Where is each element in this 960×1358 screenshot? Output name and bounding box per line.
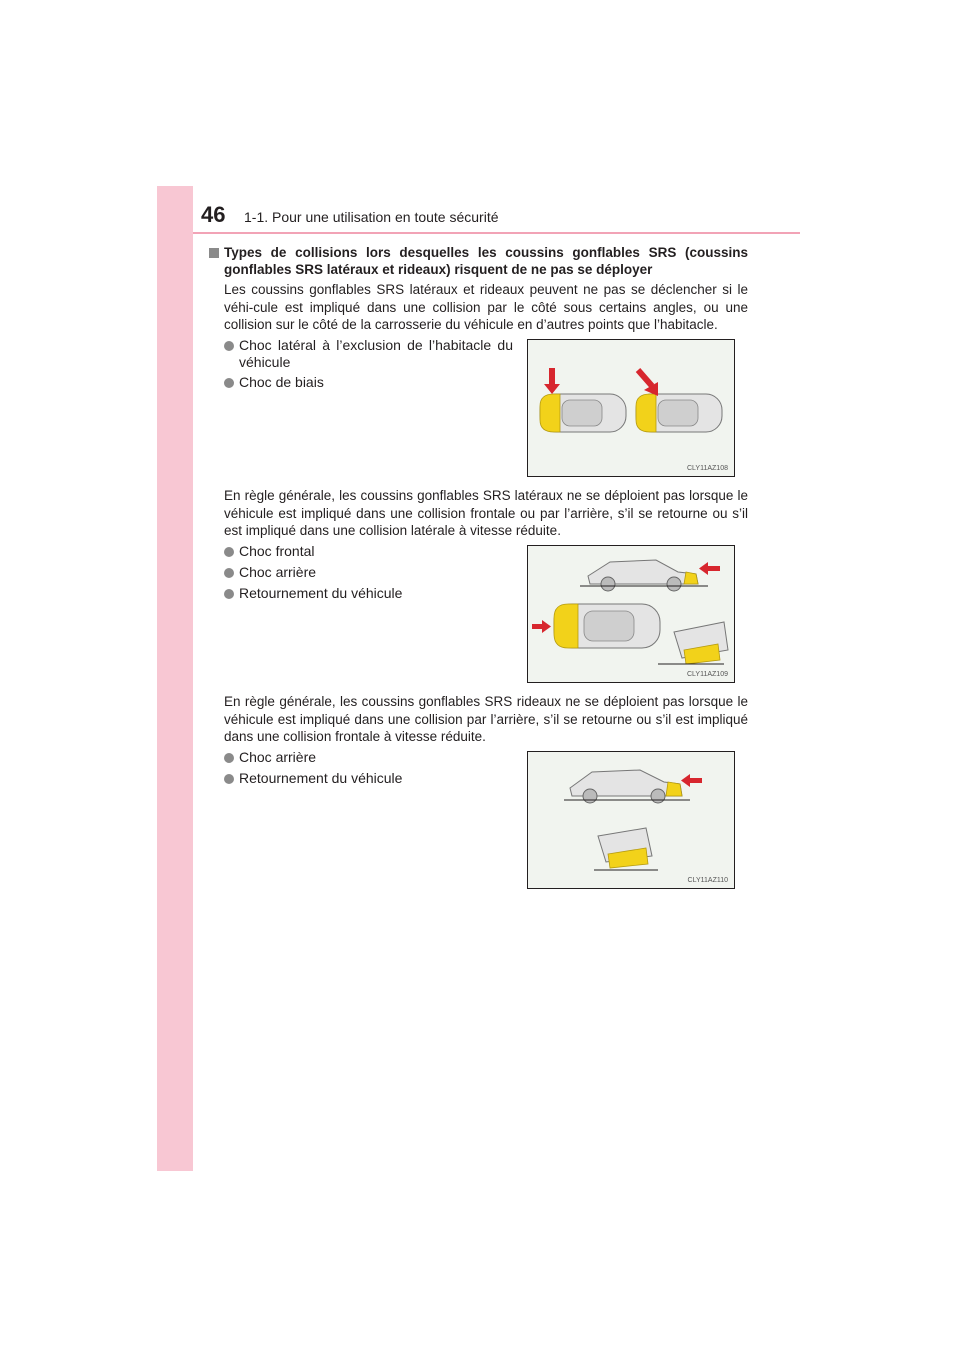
bullet-dot-icon — [224, 341, 234, 351]
bullet-item — [224, 585, 402, 602]
car-top-view-icon — [636, 394, 722, 432]
impact-arrow-icon — [638, 370, 658, 396]
car-side-view-icon — [580, 560, 708, 591]
bullet-text: Choc frontal — [239, 543, 315, 559]
header-divider — [193, 232, 800, 234]
frontal-rear-rollover-illustration — [528, 546, 734, 682]
bullet-text: Choc arrière — [239, 749, 317, 765]
bullet-item — [224, 374, 324, 391]
impact-arrow-icon — [544, 368, 560, 394]
side-airbag-paragraph: En règle générale, les coussins gonflables SRS latéraux ne se déploient pas lorsque le véhicule est impliqué dans une collision frontale ou par l’arrière, s’il se retourne ou s’il est impliqué dans une collision latérale à vitesse réduite. — [224, 488, 748, 538]
bullet-dot-icon — [224, 774, 234, 784]
car-top-view-icon — [540, 394, 626, 432]
bullet-text: Retournement du véhicule — [239, 770, 403, 786]
bullet-dot-icon — [224, 568, 234, 578]
figure-code: CLY11AZ108 — [687, 465, 728, 472]
curtain-airbag-paragraph: En règle générale, les coussins gonflables SRS rideaux ne se déploient pas lorsque le véhicule est impliqué dans une collision par l’arrière, s’il se retourne ou s’il est impliqué dans une collision frontale à vitesse réduite. — [224, 694, 748, 744]
chapter-sidebar-tab — [157, 186, 193, 1171]
bullet-dot-icon — [224, 378, 234, 388]
bullet-text: Choc arrière — [239, 564, 317, 580]
intro-paragraph: Les coussins gonflables SRS latéraux et rideaux peuvent ne pas se déclencher si le véhi-cule est impliqué dans une collision par le côté sous certains angles, ou une collision sur le côté de la carrosserie du véhicule en d’autres points que l’habitacle. — [224, 282, 748, 332]
car-top-view-icon — [554, 604, 660, 648]
figure-code: CLY11AZ110 — [687, 877, 728, 884]
car-side-view-icon — [564, 770, 690, 803]
figure-side-impact — [527, 339, 735, 477]
impact-arrow-icon — [532, 620, 551, 633]
bullet-item — [224, 543, 314, 560]
figure-frontal-rear-rollover — [527, 545, 735, 683]
bullet-item — [224, 749, 316, 766]
rollover-car-icon — [658, 622, 728, 664]
bullet-dot-icon — [224, 589, 234, 599]
bullet-text: Choc de biais — [239, 374, 324, 390]
section-square-icon — [209, 248, 219, 258]
bullet-item — [224, 337, 513, 371]
bullet-item — [224, 564, 316, 581]
bullet-item — [224, 770, 402, 787]
bullet-dot-icon — [224, 753, 234, 763]
section-heading: Types de collisions lors desquelles les coussins gonflables SRS (coussins gonflables SRS latéraux et rideaux) risquent de ne pas se déployer — [224, 245, 748, 277]
figure-rear-rollover — [527, 751, 735, 889]
chapter-title: 1-1. Pour une utilisation en toute sécurité — [244, 209, 499, 225]
figure-code: CLY11AZ109 — [687, 671, 728, 678]
impact-arrow-icon — [699, 562, 720, 575]
impact-arrow-icon — [681, 774, 702, 787]
bullet-text: Choc latéral à l’exclusion de l’habitacle du véhicule — [239, 337, 513, 370]
bullet-dot-icon — [224, 547, 234, 557]
page-number: 46 — [201, 202, 226, 227]
side-impact-illustration — [528, 340, 734, 476]
bullet-text: Retournement du véhicule — [239, 585, 403, 601]
rollover-car-icon — [594, 828, 658, 870]
rear-rollover-illustration — [528, 752, 734, 888]
